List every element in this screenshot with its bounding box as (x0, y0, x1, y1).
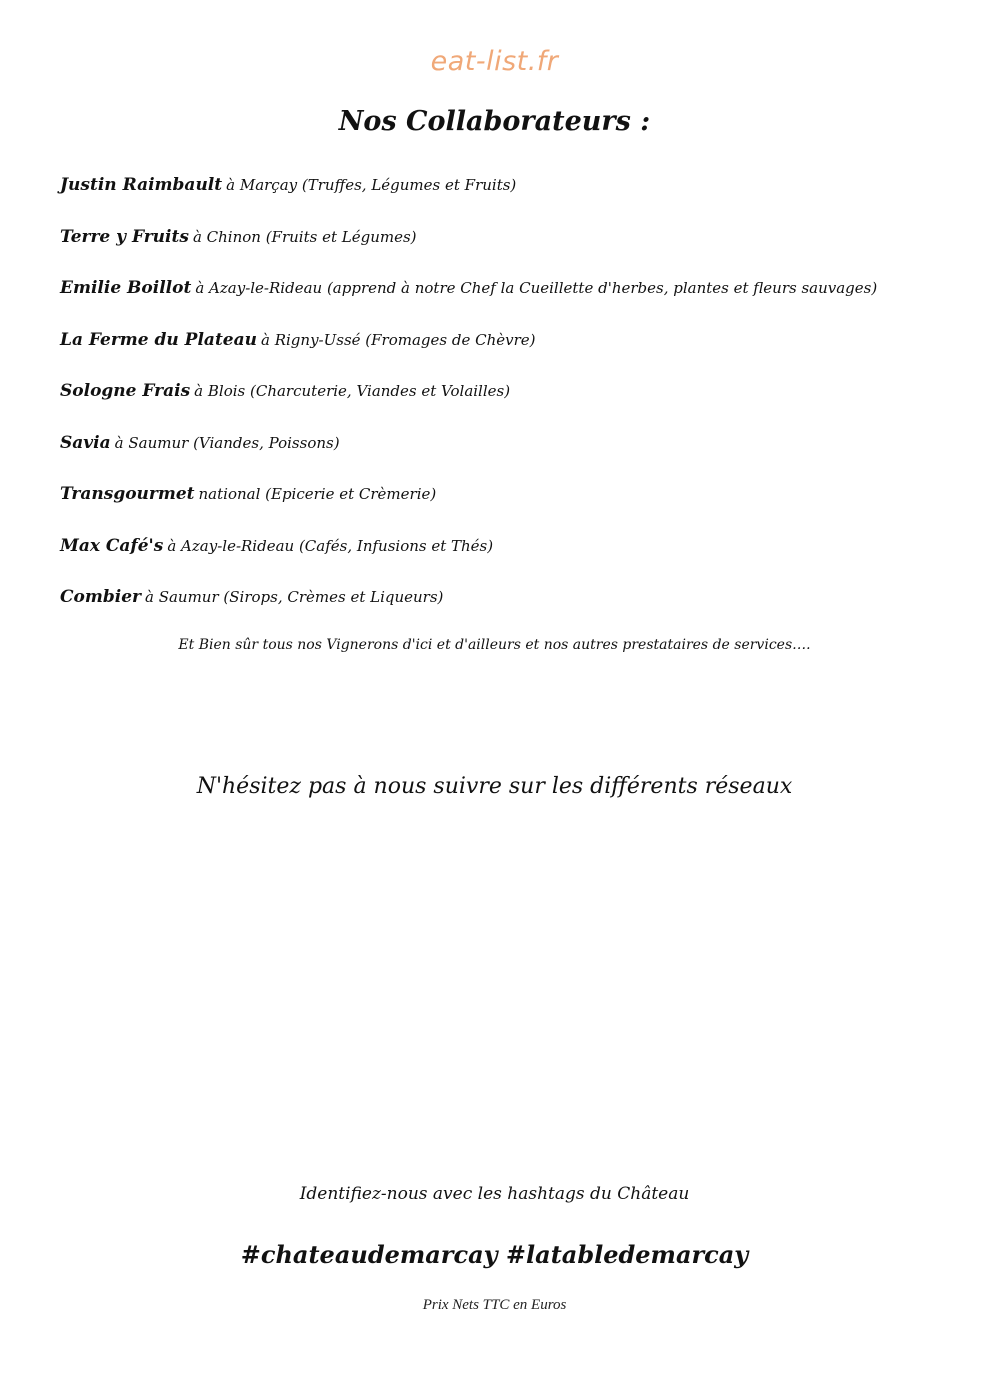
list-item (60, 222, 960, 274)
list-item (60, 325, 960, 377)
page-title: Nos Collaborateurs : (338, 106, 651, 137)
collaborator-name: Transgourmet (60, 484, 195, 504)
collaborator-description: à Rigny-Ussé (Fromages de Chèvre) (261, 330, 536, 349)
collaborator-description: à Saumur (Sirops, Crèmes et Liqueurs) (144, 588, 444, 606)
footnote: Et Bien sûr tous nos Vignerons d'ici et d'ailleurs et nos autres prestataires de services…. (178, 637, 811, 653)
prices-note: Prix Nets TTC en Euros (422, 1297, 567, 1313)
list-item (60, 376, 960, 428)
collaborator-description: à Azay-le-Rideau (Cafés, Infusions et Thés) (167, 536, 494, 555)
collaborator-name: Terre y Fruits (60, 226, 189, 247)
collaborator-name: Emilie Boillot (60, 278, 192, 298)
hashtag-intro: Identifiez-nous avec les hashtags du Château (299, 1184, 690, 1204)
list-item (60, 428, 960, 480)
collaborator-description: à Azay-le-Rideau (apprend à notre Chef la Cueillette d'herbes, plantes et fleurs sauvages) (195, 279, 878, 297)
list-item (60, 273, 960, 325)
collaborator-name: Justin Raimbault (60, 175, 223, 195)
collaborator-list (60, 170, 960, 634)
collaborator-description: à Blois (Charcuterie, Viandes et Volailles) (194, 382, 511, 400)
collaborator-name: Sologne Frais (60, 381, 191, 401)
list-item (60, 531, 960, 583)
list-item (60, 479, 960, 531)
collaborator-description: à Saumur (Viandes, Poissons) (114, 433, 340, 452)
watermark: eat-list.fr (430, 46, 559, 77)
collaborator-description: à Chinon (Fruits et Légumes) (192, 227, 417, 246)
collaborator-description: à Marçay (Truffes, Légumes et Fruits) (226, 176, 517, 194)
follow-message: N'hésitez pas à nous suivre sur les différents réseaux (196, 774, 793, 799)
collaborator-description: national (Epicerie et Crèmerie) (198, 485, 437, 503)
collaborator-name: Savia (60, 432, 111, 453)
list-item (60, 170, 960, 222)
collaborator-name: La Ferme du Plateau (60, 329, 257, 350)
collaborator-name: Combier (60, 587, 141, 607)
hashtags: #chateaudemarcay #latabledemarcay (240, 1240, 749, 1269)
collaborator-name: Max Café's (60, 535, 164, 556)
list-item (60, 582, 960, 634)
